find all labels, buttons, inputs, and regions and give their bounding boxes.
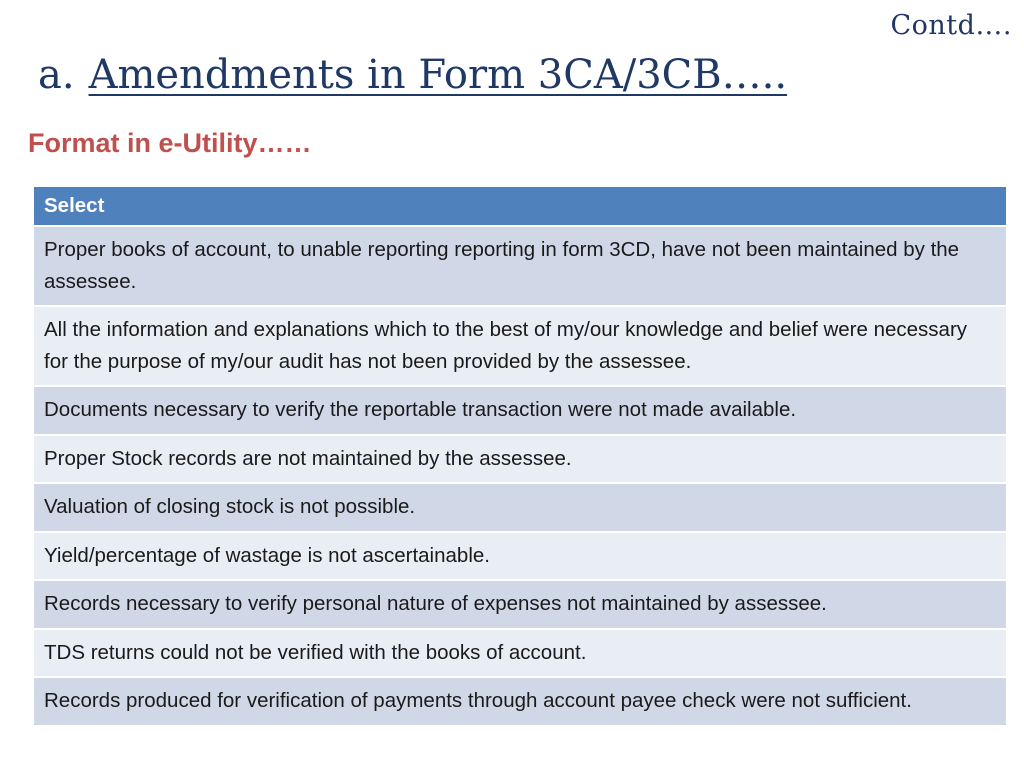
- table-row[interactable]: Records produced for verification of payments through account payee check were not sufficient.: [34, 678, 1006, 727]
- options-table: [34, 187, 1006, 727]
- subtitle: Format in e-Utility……: [28, 128, 312, 158]
- table-row[interactable]: Yield/percentage of wastage is not ascertainable.: [34, 533, 1006, 582]
- table-row[interactable]: All the information and explanations which to the best of my/our knowledge and belief were necessary for the purpose of my/our audit has not been provided by the assessee.: [34, 307, 1006, 387]
- table-row[interactable]: Records necessary to verify personal nature of expenses not maintained by assessee.: [34, 581, 1006, 630]
- table-row[interactable]: Proper Stock records are not maintained by the assessee.: [34, 436, 1006, 485]
- table-row[interactable]: Valuation of closing stock is not possible.: [34, 484, 1006, 533]
- page-title: [38, 52, 787, 98]
- table-row[interactable]: TDS returns could not be verified with the books of account.: [34, 630, 1006, 679]
- title-text: Amendments in Form 3CA/3CB…..: [88, 52, 788, 98]
- table-row[interactable]: Proper books of account, to unable reporting reporting in form 3CD, have not been maintained by the assessee.: [34, 227, 1006, 307]
- table-header: Select: [34, 187, 1006, 227]
- table-row[interactable]: Documents necessary to verify the reportable transaction were not made available.: [34, 387, 1006, 436]
- title-prefix: a.: [38, 52, 75, 98]
- contd-label: Contd….: [890, 10, 1012, 41]
